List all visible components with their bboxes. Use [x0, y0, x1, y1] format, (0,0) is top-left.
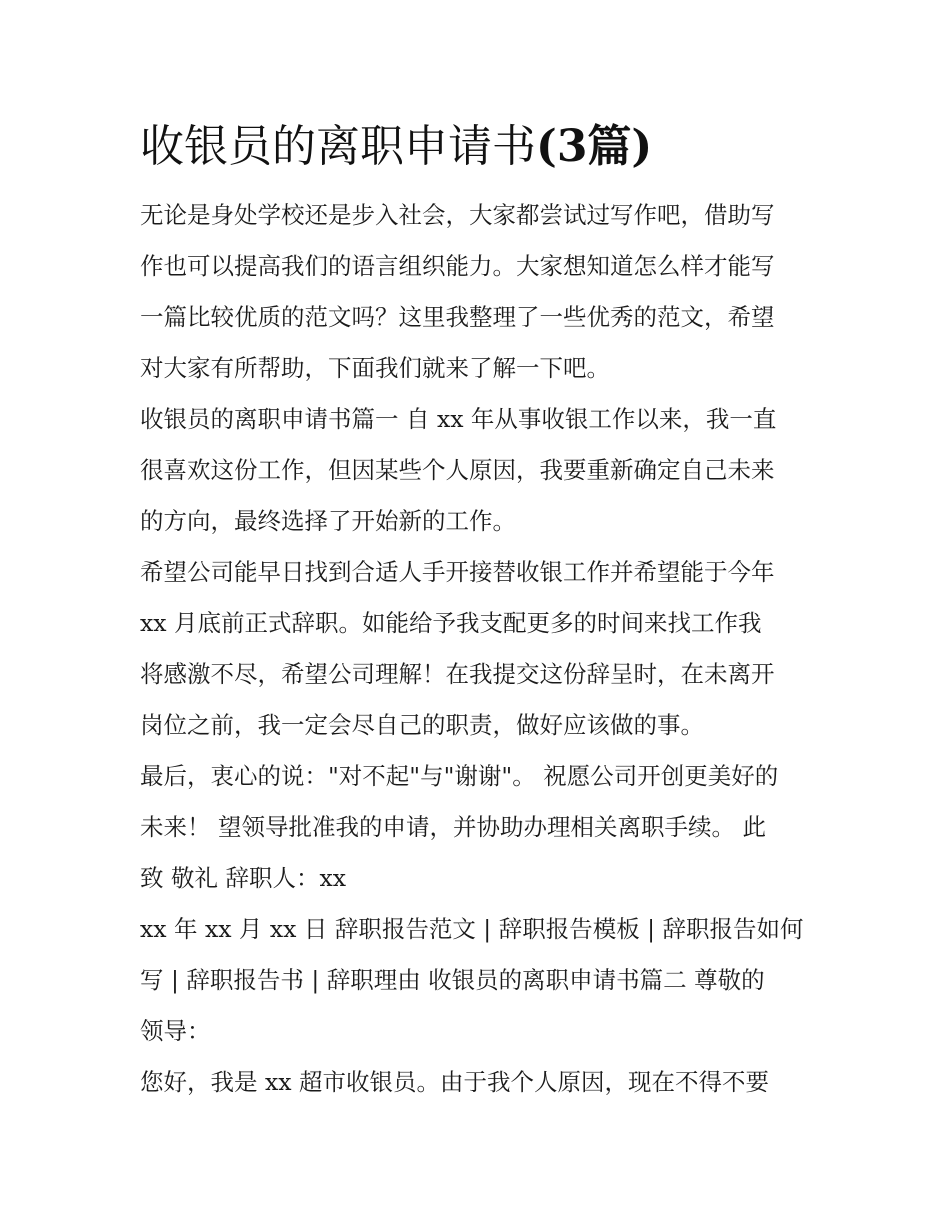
paragraph-letter-two-opening	[140, 1057, 815, 1108]
document-body	[140, 112, 815, 1108]
text-line: 最后，衷心的说："对不起"与"谢谢"。 祝愿公司开创更美好的	[140, 762, 779, 790]
paragraph-intro	[140, 190, 815, 394]
text-line: 收银员的离职申请书篇一 自 xx 年从事收银工作以来，我一直	[140, 405, 777, 433]
text-line: 的方向，最终选择了开始新的工作。	[140, 507, 516, 535]
text-line: 将感激不尽，希望公司理解！在我提交这份辞呈时，在未离开	[140, 660, 775, 688]
text-line: 写 | 辞职报告书 | 辞职理由 收银员的离职申请书篇二 尊敬的	[140, 966, 765, 994]
paragraph-date-and-letter-two-heading	[140, 904, 815, 1057]
text-line: 作也可以提高我们的语言组织能力。大家想知道怎么样才能写	[140, 252, 775, 280]
text-line: 希望公司能早日找到合适人手开接替收银工作并希望能于今年	[140, 558, 775, 586]
text-line: xx 月底前正式辞职。如能给予我支配更多的时间来找工作我	[140, 609, 762, 637]
text-line: 很喜欢这份工作，但因某些个人原因，我要重新确定自己未来	[140, 456, 775, 484]
text-line: 对大家有所帮助，下面我们就来了解一下吧。	[140, 354, 610, 382]
text-line: 致 敬礼 辞职人：xx	[140, 864, 346, 892]
document-title: 收银员的离职申请书(3篇)	[140, 121, 653, 172]
text-line: 您好，我是 xx 超市收银员。由于我个人原因，现在不得不要	[140, 1068, 769, 1096]
text-line: 一篇比较优质的范文吗？这里我整理了一些优秀的范文，希望	[140, 303, 775, 331]
paragraph-letter-one-opening	[140, 394, 815, 547]
paragraph-letter-one-closing	[140, 751, 815, 904]
text-line: 岗位之前，我一定会尽自己的职责，做好应该做的事。	[140, 711, 704, 739]
text-line: 领导：	[140, 1017, 211, 1045]
text-line: 未来！ 望领导批准我的申请，并协助办理相关离职手续。 此	[140, 813, 766, 841]
text-line: 无论是身处学校还是步入社会，大家都尝试过写作吧，借助写	[140, 201, 775, 229]
paragraph-letter-one-request	[140, 547, 815, 751]
text-line: xx 年 xx 月 xx 日 辞职报告范文 | 辞职报告模板 | 辞职报告如何	[140, 915, 804, 943]
